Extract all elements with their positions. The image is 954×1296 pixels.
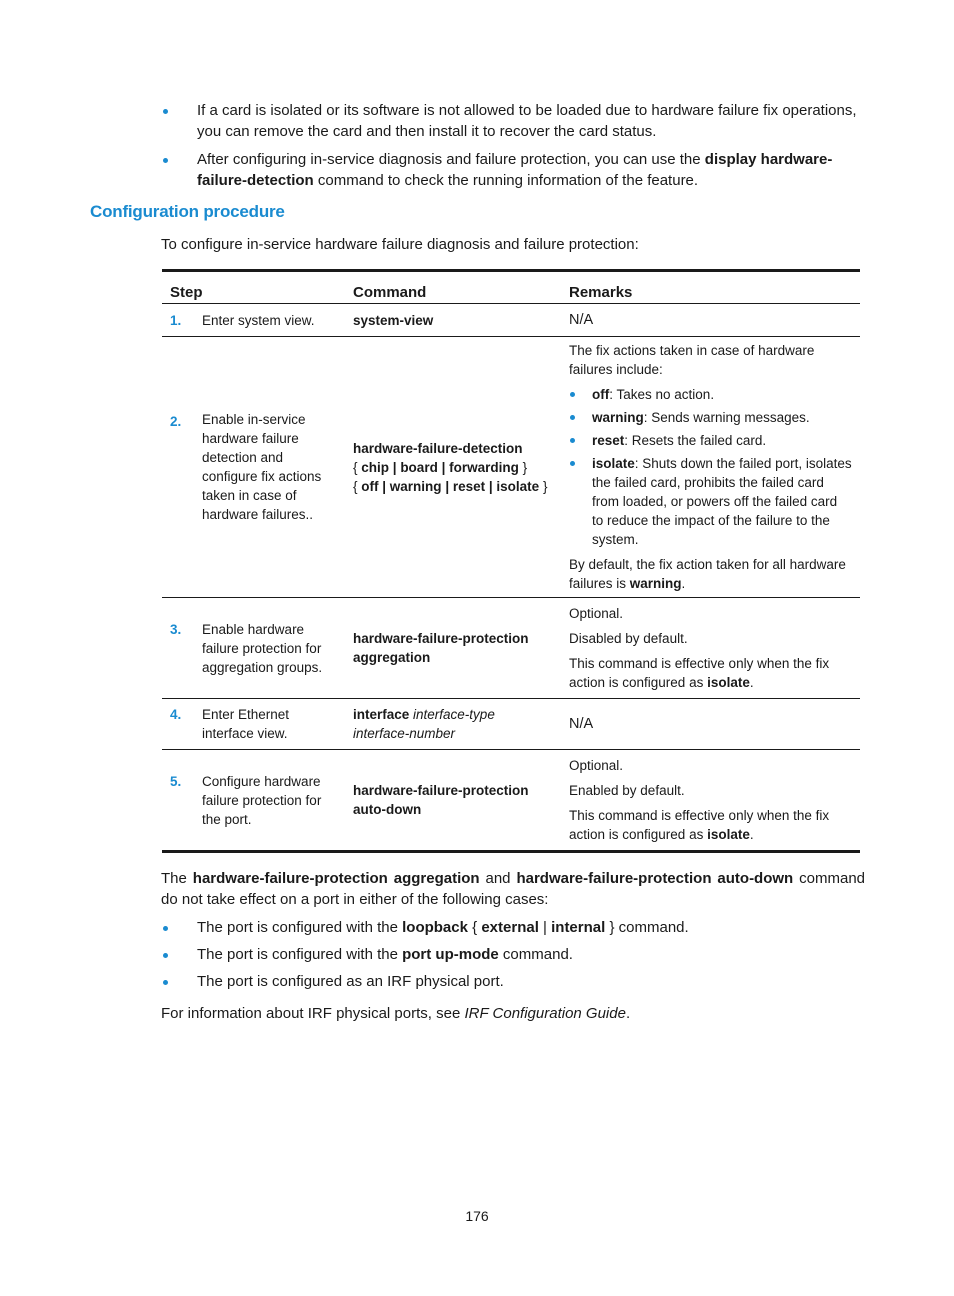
command-cell [345,598,561,699]
intro-bullet-1: If a card is isolated or its software is not allowed to be loaded due to hardware failure fix operations, you can remove the card and then install it to recover the card status. [161,100,871,142]
step-number: 2. [170,414,182,429]
command-cell [345,304,561,337]
table-row [162,750,860,851]
remarks-cell [561,337,860,598]
fix-action-list [569,385,852,549]
command-line: { off | warning | reset | isolate } [353,478,548,494]
bullet-dot-icon [570,438,575,443]
config-table [162,269,860,853]
command-cell [345,337,561,598]
remark-text: Optional. [569,758,624,773]
table-intro: To configure in-service hardware failure diagnosis and failure protection: [161,236,639,253]
command-line: aggregation [353,650,431,665]
step-text: Enter system view. [202,312,315,328]
remark-text: Enabled by default. [569,783,685,798]
step-cell [162,598,345,699]
intro-bullet-2: After configuring in-service diagnosis and failure protection, you can use the display hardware-failure-detection command to check the running information of the feature. [161,149,871,191]
remark-text: N/A [569,716,594,732]
remark-text: This command is effective only when the fix action is configured as isolate. [569,656,830,690]
step-text: Configure hardware failure protection for the port. [202,773,322,827]
remark-text: N/A [569,312,594,328]
bullet-dot-icon [570,415,575,420]
case-bullet-list [161,917,871,992]
case-bullet: The port is configured as an IRF physical port. [161,971,871,992]
command-line: hardware-failure-protection [353,631,529,646]
bullet-dot-icon [163,109,168,114]
commands-note-paragraph: The hardware-failure-protection aggregation and hardware-failure-protection auto-down command do not take effect on a port in either of the following cases: [161,870,865,908]
table-bottom-rule [162,850,860,853]
step-text: Enable hardware failure protection for aggregation groups. [202,621,323,675]
table-row [162,304,860,337]
remarks-cell [561,750,860,851]
command-cell [345,699,561,750]
step-cell [162,699,345,750]
page-number: 176 [465,1208,489,1224]
step-cell [162,750,345,851]
step-number: 1. [170,312,182,328]
section-title: Configuration procedure [90,202,285,221]
step-number: 4. [170,707,182,722]
remarks-cell [561,304,860,337]
case-bullet: The port is configured with the port up-mode command. [161,944,871,965]
command-cell [345,750,561,851]
step-cell [162,304,345,337]
remark-text: Disabled by default. [569,631,688,646]
table-row [162,699,860,750]
command-line: interface-number [353,726,456,741]
fix-action-item: off: Takes no action. [569,385,852,404]
command-line: auto-down [353,802,422,817]
table-row [162,337,860,598]
step-text: Enter Ethernet interface view. [202,707,290,741]
header-command: Command [345,272,561,304]
fix-action-item: isolate: Shuts down the failed port, isolates the failed card, prohibits the failed card from loaded, or powers off the failed card to reduce the impact of the failure to the system. [569,454,852,549]
remark-text: This command is effective only when the fix action is configured as isolate. [569,808,830,842]
bullet-dot-icon [570,461,575,466]
command-text: system-view [353,312,434,328]
table-header-row [162,272,860,304]
command-line: { chip | board | forwarding } [353,459,528,475]
command-line: hardware-failure-protection [353,783,529,798]
command-line: interface interface-type [353,707,495,722]
step-number: 5. [170,774,182,789]
bullet-dot-icon [570,392,575,397]
bullet-dot-icon [163,980,168,985]
remark-text: The fix actions taken in case of hardware failures include: [569,343,815,377]
header-remarks: Remarks [561,272,860,304]
reference-paragraph: For information about IRF physical ports, see IRF Configuration Guide. [161,1005,631,1022]
remarks-cell [561,699,860,750]
step-cell [162,337,345,598]
header-step: Step [162,272,345,304]
bullet-dot-icon [163,953,168,958]
command-line: hardware-failure-detection [353,440,523,456]
intro-bullet-list [161,100,871,191]
case-bullet: The port is configured with the loopback { external | internal } command. [161,917,871,938]
table-row [162,598,860,699]
remark-text: Optional. [569,606,624,621]
remarks-cell [561,598,860,699]
step-text: Enable in-service hardware failure detection and configure fix actions taken in case of hardware failures.. [202,412,322,522]
fix-action-item: warning: Sends warning messages. [569,408,852,427]
bullet-dot-icon [163,158,168,163]
fix-action-item: reset: Resets the failed card. [569,431,852,450]
step-number: 3. [170,622,182,637]
remark-text: By default, the fix action taken for all hardware failures is warning. [569,557,846,591]
guide-reference-link: IRF Configuration Guide [464,1005,626,1022]
bullet-dot-icon [163,926,168,931]
